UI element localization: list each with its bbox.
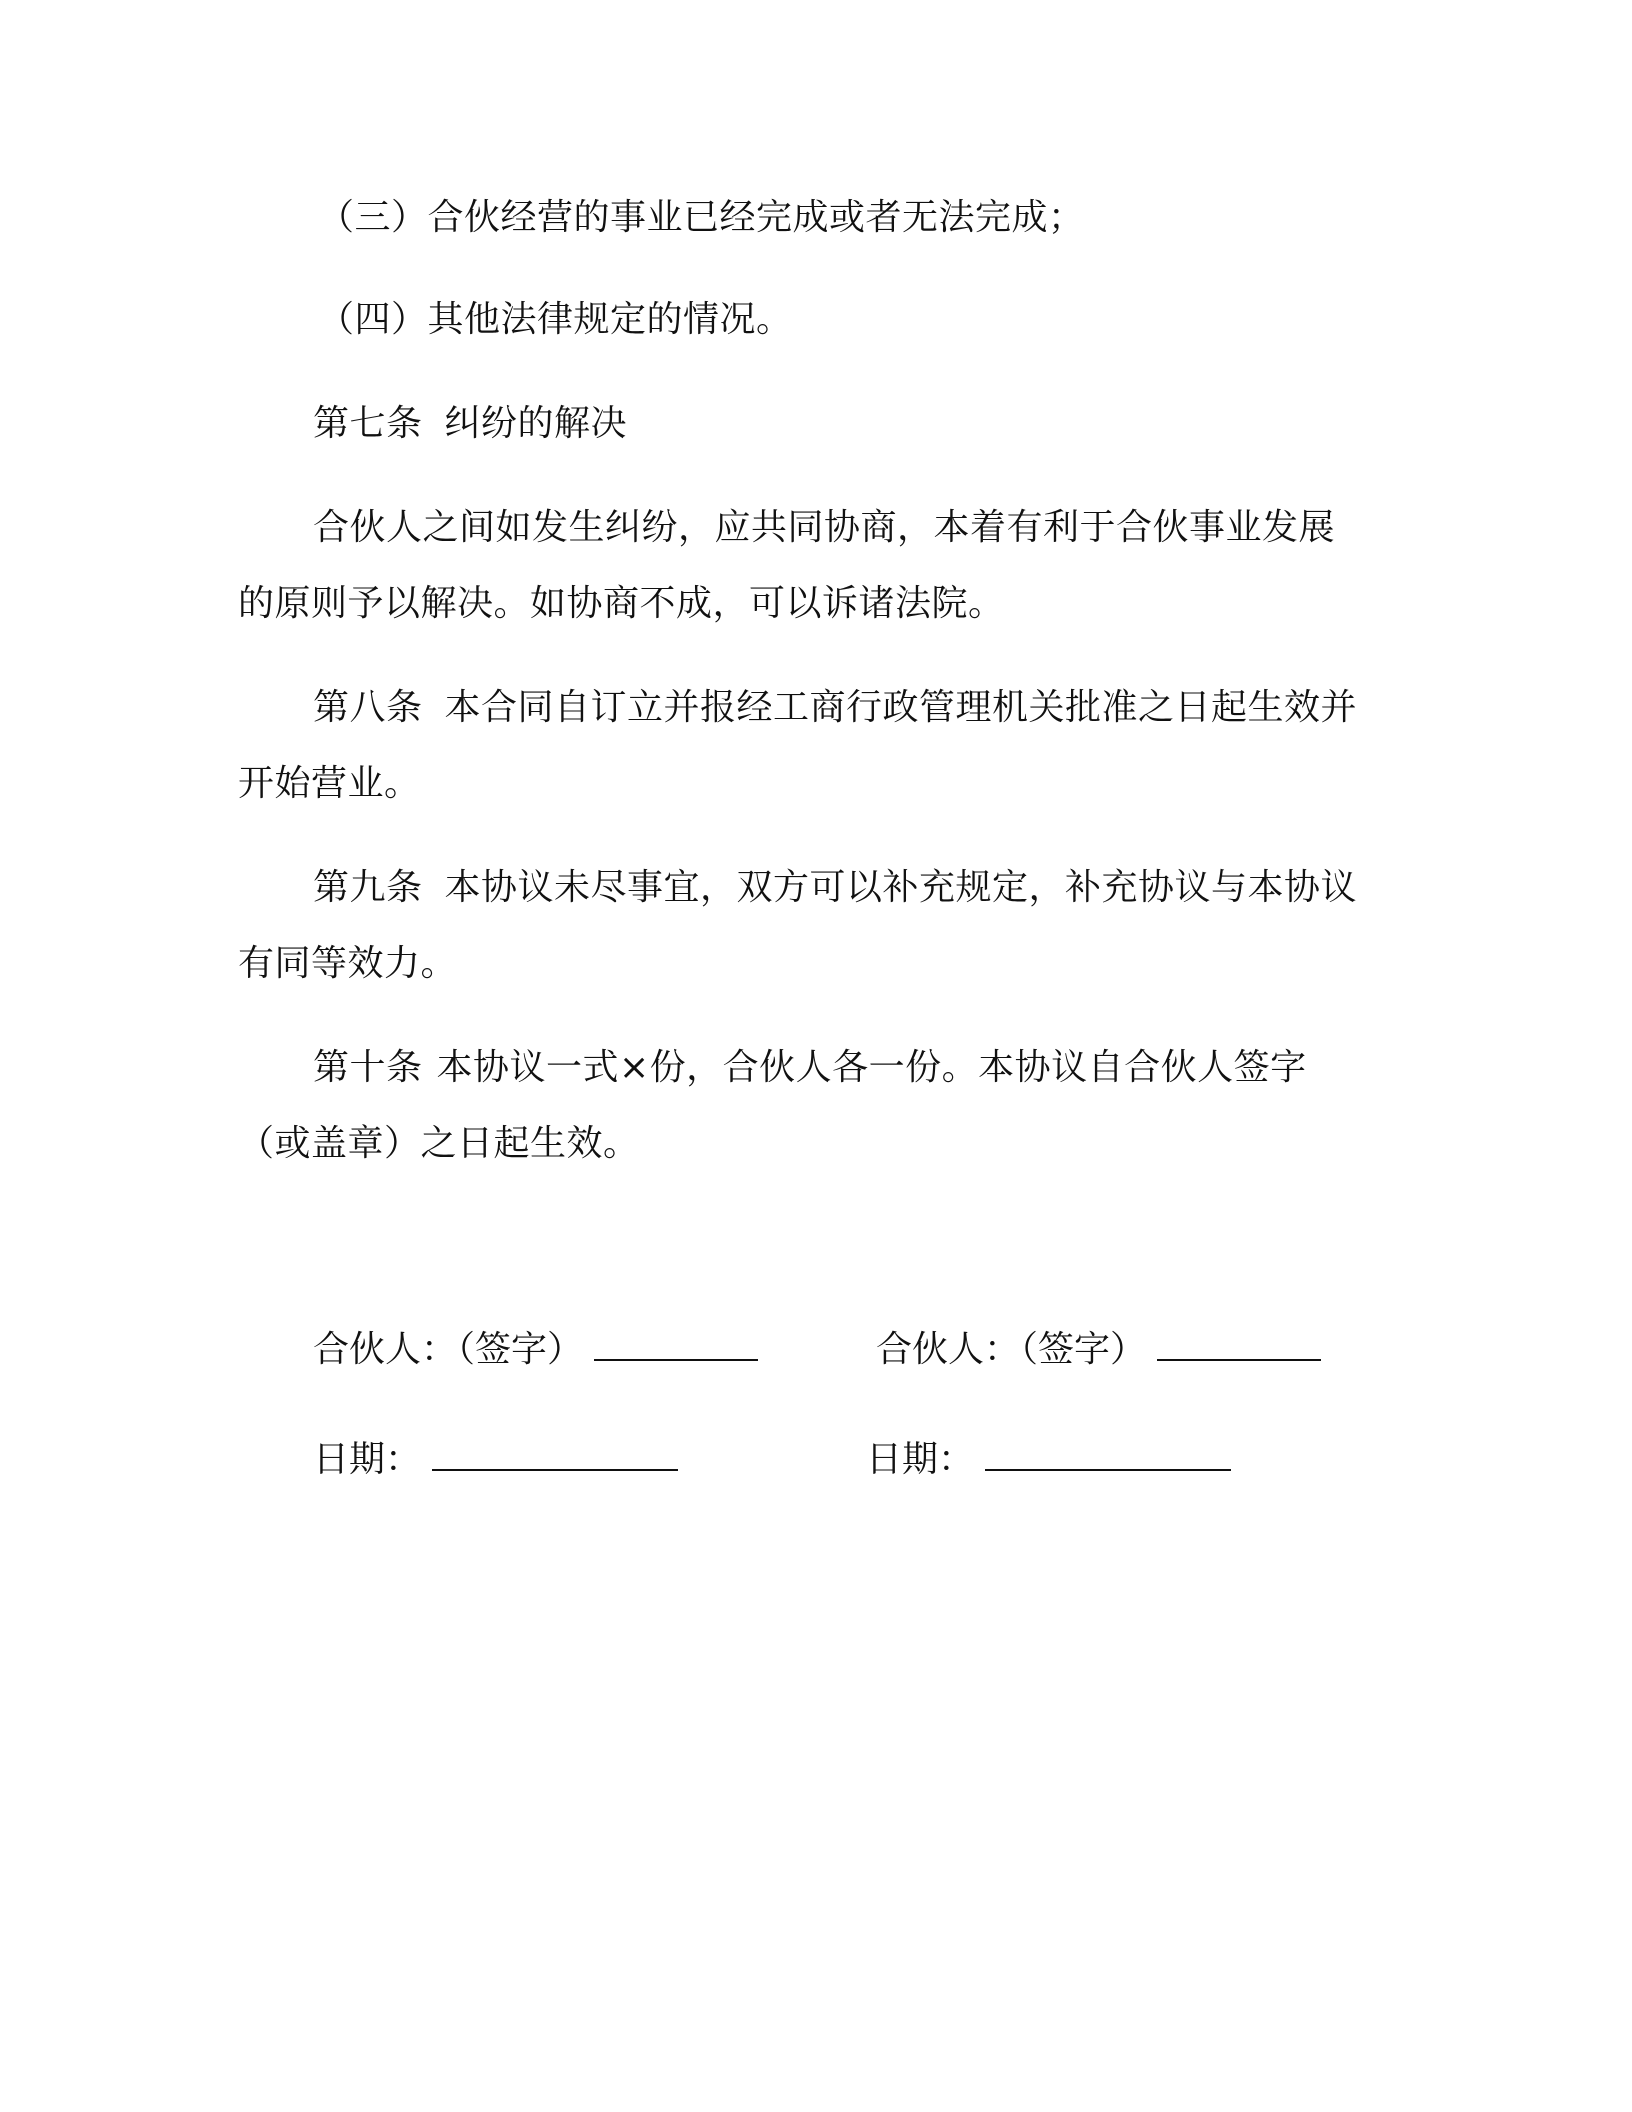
article-10-line-1 <box>313 1046 1307 1090</box>
article-9-line-1 <box>313 866 1357 910</box>
article-9-text: 本协议未尽事宜，双方可以补充规定，补充协议与本协议 <box>444 867 1358 908</box>
clause-item-4: （四）其他法律规定的情况。 <box>318 299 793 340</box>
date-label: 日期： <box>866 1439 975 1480</box>
article-7-text-line-1: 合伙人之间如发生纠纷，应共同协商，本着有利于合伙事业发展 <box>313 507 1336 548</box>
article-7-number: 第七条 <box>313 403 423 444</box>
article-8-number: 第八条 <box>313 687 423 728</box>
article-10-line-2: （或盖章）之日起生效。 <box>238 1123 640 1164</box>
article-8-line-2: 开始营业。 <box>238 763 421 804</box>
signature-blank-right[interactable] <box>1157 1329 1321 1361</box>
date-left <box>313 1438 678 1482</box>
signature-blank-left[interactable] <box>594 1329 758 1361</box>
article-10-number: 第十条 <box>313 1047 423 1088</box>
date-blank-left[interactable] <box>432 1439 678 1471</box>
article-7-text-line-2: 的原则予以解决。如协商不成，可以诉诸法院。 <box>238 583 1005 624</box>
date-blank-right[interactable] <box>985 1439 1231 1471</box>
date-right <box>866 1438 1231 1482</box>
article-8-text: 本合同自订立并报经工商行政管理机关批准之日起生效并 <box>444 687 1358 728</box>
date-label: 日期： <box>313 1439 422 1480</box>
clause-item-3: （三）合伙经营的事业已经完成或者无法完成； <box>318 197 1085 238</box>
partner-signature-label: 合伙人：（签字） <box>313 1329 584 1370</box>
article-9-line-2: 有同等效力。 <box>238 943 458 984</box>
partner-signature-left <box>313 1328 758 1372</box>
partner-signature-right <box>876 1328 1321 1372</box>
article-9-number: 第九条 <box>313 867 423 908</box>
article-7-heading <box>313 402 627 446</box>
article-8-line-1 <box>313 686 1357 730</box>
partner-signature-label: 合伙人：（签字） <box>876 1329 1147 1370</box>
article-7-title: 纠纷的解决 <box>444 403 628 444</box>
article-10-text: 本协议一式×份，合伙人各一份。本协议自合伙人签字 <box>436 1047 1307 1088</box>
